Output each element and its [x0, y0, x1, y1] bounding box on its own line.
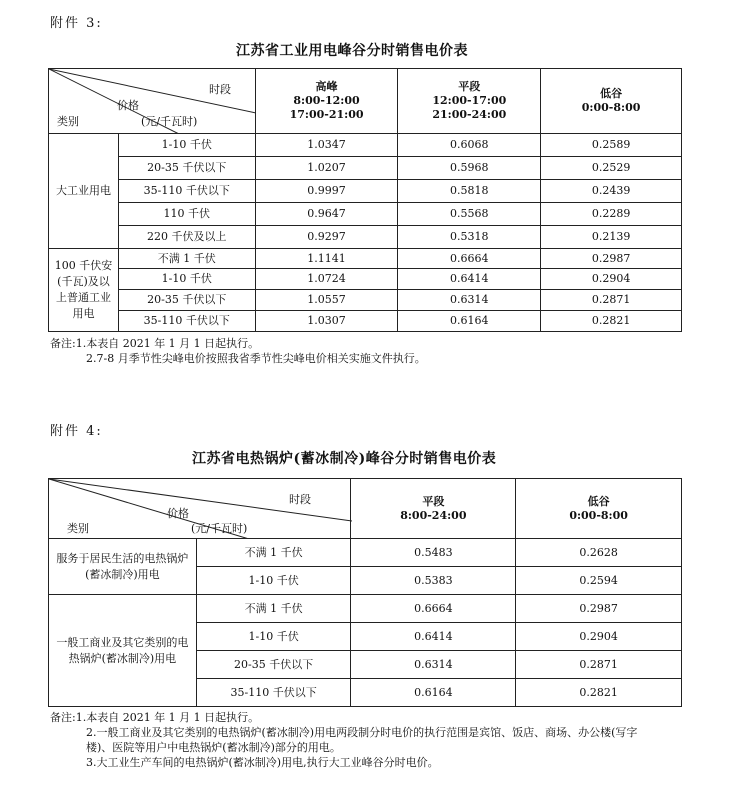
table-cell: 0.5383	[351, 567, 516, 595]
table-cell: 0.2594	[516, 567, 682, 595]
annex3-diag-category: 类别	[57, 115, 79, 128]
table-cell: 35-110 千伏以下	[118, 180, 255, 203]
annex4-col-valley: 低谷 0:00-8:00	[516, 479, 682, 539]
annex3-diag-price: 价格	[117, 99, 139, 112]
table-row	[49, 595, 682, 623]
table-cell: 0.5818	[398, 180, 541, 203]
table-cell: 0.2139	[541, 226, 682, 249]
table-cell: 110 千伏	[118, 203, 255, 226]
table-row	[49, 269, 682, 290]
annex3-label: 附件 3:	[50, 16, 103, 31]
table-cell: 0.5568	[398, 203, 541, 226]
annex3-col-valley: 低谷 0:00-8:00	[541, 69, 682, 134]
annex4-diag-price: 价格	[167, 507, 189, 520]
table-cell: 1-10 千伏	[196, 567, 351, 595]
table-row	[49, 226, 682, 249]
annex4-table	[48, 478, 682, 707]
table-cell: 1.0307	[255, 311, 398, 332]
table-row	[49, 203, 682, 226]
table-cell: 0.9997	[255, 180, 398, 203]
table-cell: 0.2821	[541, 311, 682, 332]
table-cell: 0.6164	[351, 679, 516, 707]
table-cell: 1.0347	[255, 134, 398, 157]
table-row	[49, 157, 682, 180]
table-row	[49, 180, 682, 203]
table-cell: 0.5968	[398, 157, 541, 180]
annex4-category-residential: 服务于居民生活的电热锅炉(蓄冰制冷)用电	[49, 539, 197, 595]
annex3-category-general-industry: 100 千伏安(千瓦)及以上普通工业用电	[49, 249, 119, 332]
annex3-title: 江苏省工业用电峰谷分时销售电价表	[236, 43, 468, 59]
annex4-diag-unit: (元/千瓦时)	[191, 522, 248, 535]
table-cell: 0.5318	[398, 226, 541, 249]
table-cell: 不满 1 千伏	[196, 595, 351, 623]
table-cell: 0.2289	[541, 203, 682, 226]
annex4-col-flat: 平段 8:00-24:00	[351, 479, 516, 539]
annex4-note-2-cont: 楼)、医院等用户中电热锅炉(蓄冰制冷)部分的用电。	[86, 741, 341, 754]
annex3-diagonal-header	[49, 69, 256, 134]
table-cell: 0.2821	[516, 679, 682, 707]
annex4-note-3: 3.大工业生产车间的电热锅炉(蓄冰制冷)用电,执行大工业峰谷分时电价。	[86, 756, 439, 769]
table-cell: 220 千伏及以上	[118, 226, 255, 249]
table-cell: 1-10 千伏	[196, 623, 351, 651]
table-cell: 20-35 千伏以下	[196, 651, 351, 679]
table-cell: 0.2589	[541, 134, 682, 157]
annex4-diagonal-header	[49, 479, 351, 539]
table-cell: 0.6164	[398, 311, 541, 332]
table-cell: 0.9297	[255, 226, 398, 249]
annex3-col-flat: 平段 12:00-17:00 21:00-24:00	[398, 69, 541, 134]
table-row	[49, 249, 682, 269]
annex3-category-large-industry: 大工业用电	[49, 134, 119, 249]
table-cell: 0.6314	[351, 651, 516, 679]
annex3-table	[48, 68, 682, 332]
table-row	[49, 290, 682, 311]
table-cell: 1-10 千伏	[118, 134, 255, 157]
annex4-label: 附件 4:	[50, 424, 103, 439]
annex3-diag-period: 时段	[209, 83, 231, 96]
table-cell: 0.2987	[516, 595, 682, 623]
table-cell: 1-10 千伏	[118, 269, 255, 290]
table-cell: 0.6414	[351, 623, 516, 651]
table-cell: 0.6664	[351, 595, 516, 623]
annex4-diag-period: 时段	[289, 493, 311, 506]
annex4-diag-category: 类别	[67, 522, 89, 535]
table-cell: 不满 1 千伏	[196, 539, 351, 567]
table-cell: 20-35 千伏以下	[118, 290, 255, 311]
annex3-note-1: 备注:1.本表自 2021 年 1 月 1 日起执行。	[50, 337, 260, 350]
table-cell: 1.0207	[255, 157, 398, 180]
annex4-note-1: 备注:1.本表自 2021 年 1 月 1 日起执行。	[50, 711, 260, 724]
table-cell: 0.2871	[541, 290, 682, 311]
table-cell: 0.6664	[398, 249, 541, 269]
table-cell: 0.9647	[255, 203, 398, 226]
table-cell: 0.2871	[516, 651, 682, 679]
table-cell: 0.6068	[398, 134, 541, 157]
table-cell: 0.2904	[541, 269, 682, 290]
table-cell: 35-110 千伏以下	[118, 311, 255, 332]
table-cell: 0.2987	[541, 249, 682, 269]
annex3-note-2: 2.7-8 月季节性尖峰电价按照我省季节性尖峰电价相关实施文件执行。	[86, 352, 426, 365]
annex3-col-peak: 高峰 8:00-12:00 17:00-21:00	[255, 69, 398, 134]
table-cell: 1.0724	[255, 269, 398, 290]
table-cell: 35-110 千伏以下	[196, 679, 351, 707]
table-cell: 0.5483	[351, 539, 516, 567]
table-cell: 1.1141	[255, 249, 398, 269]
table-row	[49, 311, 682, 332]
table-cell: 0.2529	[541, 157, 682, 180]
table-cell: 0.2628	[516, 539, 682, 567]
table-row	[49, 539, 682, 567]
table-cell: 20-35 千伏以下	[118, 157, 255, 180]
annex4-category-commercial: 一般工商业及其它类别的电热锅炉(蓄冰制冷)用电	[49, 595, 197, 707]
table-row	[49, 134, 682, 157]
table-cell: 0.6314	[398, 290, 541, 311]
annex4-title: 江苏省电热锅炉(蓄冰制冷)峰谷分时销售电价表	[192, 451, 497, 467]
table-cell: 0.2904	[516, 623, 682, 651]
table-cell: 不满 1 千伏	[118, 249, 255, 269]
table-cell: 0.6414	[398, 269, 541, 290]
table-cell: 1.0557	[255, 290, 398, 311]
table-cell: 0.2439	[541, 180, 682, 203]
annex3-diag-unit: (元/千瓦时)	[141, 115, 198, 128]
annex4-note-2: 2.一般工商业及其它类别的电热锅炉(蓄冰制冷)用电两段制分时电价的执行范围是宾馆、饭店、商场、办公楼(写字	[86, 726, 638, 739]
